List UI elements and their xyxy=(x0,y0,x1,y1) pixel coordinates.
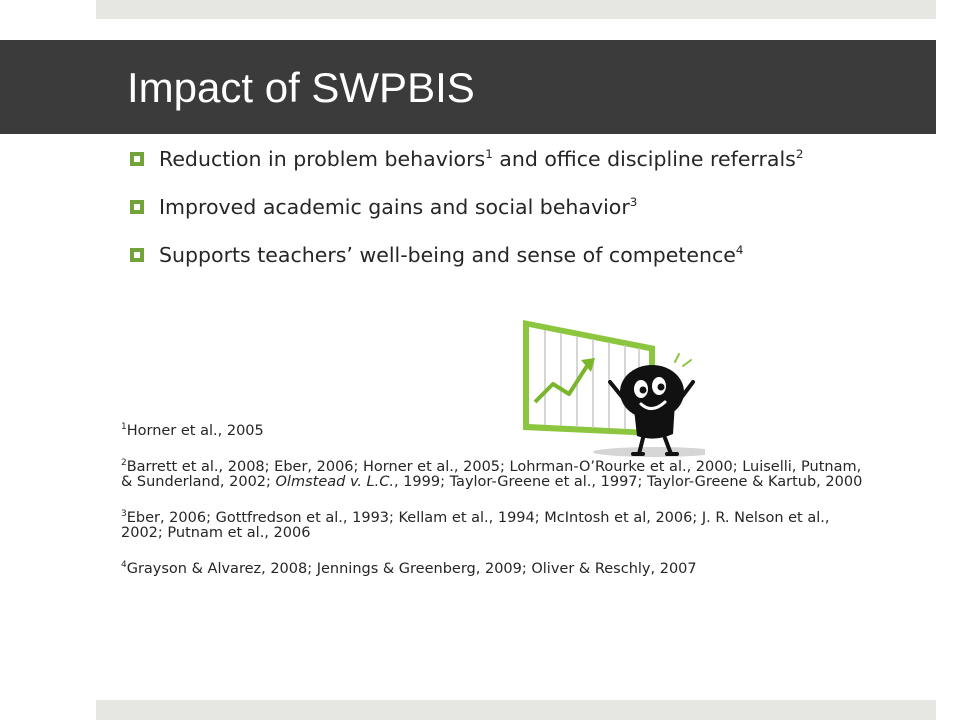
reference-item xyxy=(121,511,871,541)
citation-sup: 3 xyxy=(629,195,638,210)
reference-number: 3 xyxy=(121,509,127,520)
reference-text: Eber, 2006; Gottfredson et al., 1993; Kellam et al., 1994; McIntosh et al, 2006; J. R. Nelson et al., 2002; Putnam et al., 2006 xyxy=(121,510,830,541)
reference-item xyxy=(121,424,871,439)
reference-text: Barrett et al., 2008; Eber, 2006; Horner et al., 2005; Lohrman-O’Rourke et al., 2000; Luiselli, Putnam, & Sunderland, 2002; xyxy=(121,459,862,490)
reference-case-name: Olmstead v. L.C. xyxy=(275,474,394,490)
reference-text: , 1999; Taylor-Greene et al., 1997; Taylor-Greene & Kartub, 2000 xyxy=(393,474,863,490)
square-bullet-icon xyxy=(129,151,145,167)
reference-item xyxy=(121,460,871,490)
references xyxy=(121,424,871,598)
square-bullet-icon xyxy=(129,247,145,263)
reference-text: Horner et al., 2005 xyxy=(126,423,264,439)
citation-sup: 2 xyxy=(795,147,804,162)
bullet-text: Supports teachers’ well-being and sense of competence xyxy=(159,243,736,267)
bullet-item xyxy=(127,148,887,170)
bullet-text: Improved academic gains and social behavior xyxy=(159,195,630,219)
square-bullet-icon xyxy=(129,199,145,215)
bullet-text: and office discipline referrals xyxy=(492,147,796,171)
reference-number: 2 xyxy=(121,458,127,469)
bullet-item xyxy=(127,244,887,266)
reference-item xyxy=(121,562,871,577)
slide-title: Impact of SWPBIS xyxy=(127,64,475,111)
bullet-item xyxy=(127,196,887,218)
bullet-list xyxy=(127,148,887,292)
reference-text: Grayson & Alvarez, 2008; Jennings & Greenberg, 2009; Oliver & Reschly, 2007 xyxy=(126,561,697,577)
top-frame-band xyxy=(96,0,936,19)
citation-sup: 4 xyxy=(735,243,744,258)
citation-sup: 1 xyxy=(485,147,493,162)
reference-number: 1 xyxy=(121,422,127,433)
reference-number: 4 xyxy=(121,560,127,571)
bottom-frame-band xyxy=(96,700,936,720)
bullet-text: Reduction in problem behaviors xyxy=(159,147,486,171)
